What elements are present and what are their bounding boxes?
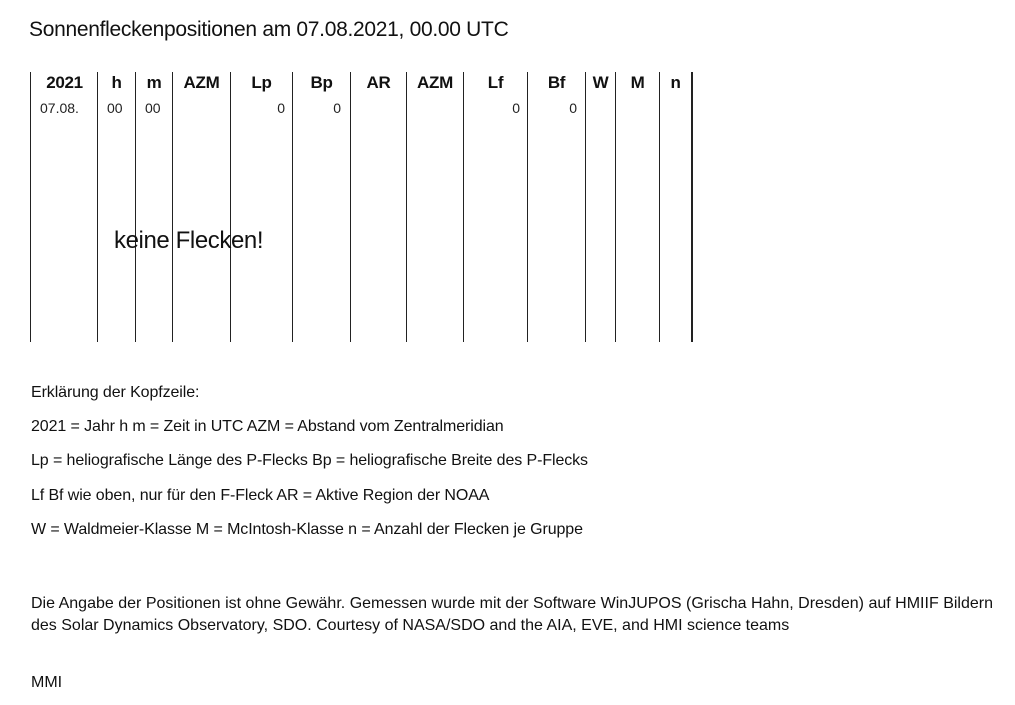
page-title: Sonnenfleckenpositionen am 07.08.2021, 00.00 UTC xyxy=(29,18,509,41)
explanation-line: 2021 = Jahr h m = Zeit in UTC AZM = Abstand vom Zentralmeridian xyxy=(31,418,504,435)
column-divider xyxy=(659,72,660,342)
column-divider xyxy=(172,72,173,342)
cell-hour: 00 xyxy=(107,100,123,116)
header-hour: h xyxy=(111,73,122,92)
cell-lf: 0 xyxy=(512,100,520,116)
header-azm-f: AZM xyxy=(417,73,453,92)
explanation-line: Lp = heliografische Länge des P-Flecks Bp = heliografische Breite des P-Flecks xyxy=(31,452,588,469)
cell-date: 07.08. xyxy=(40,100,79,116)
column-divider xyxy=(97,72,98,342)
signature: MMI xyxy=(31,674,63,691)
cell-minute: 00 xyxy=(145,100,161,116)
cell-bf: 0 xyxy=(569,100,577,116)
explanation-heading: Erklärung der Kopfzeile: xyxy=(31,384,200,401)
header-bf: Bf xyxy=(547,73,566,92)
column-divider xyxy=(350,72,351,342)
header-w: W xyxy=(592,73,609,92)
column-divider xyxy=(406,72,407,342)
column-divider xyxy=(691,72,693,342)
header-azm-p: AZM xyxy=(183,73,220,92)
cell-bp: 0 xyxy=(333,100,341,116)
header-minute: m xyxy=(146,73,162,92)
column-divider xyxy=(30,72,31,342)
explanation-line: W = Waldmeier-Klasse M = McIntosh-Klasse n = Anzahl der Flecken je Gruppe xyxy=(31,521,583,538)
header-lp: Lp xyxy=(251,73,272,92)
sunspot-table xyxy=(0,0,720,360)
explanation-line: Lf Bf wie oben, nur für den F-Fleck AR = Aktive Region der NOAA xyxy=(31,487,490,504)
header-m: M xyxy=(630,73,645,92)
cell-lp: 0 xyxy=(277,100,285,116)
column-divider xyxy=(585,72,586,342)
header-ar: AR xyxy=(366,73,391,92)
header-lf: Lf xyxy=(487,73,504,92)
disclaimer-paragraph: Die Angabe der Positionen ist ohne Gewähr. Gemessen wurde mit der Software WinJUPOS (Grischa Hahn, Dresden) auf HMIIF Bildern des Solar Dynamics Observatory, SDO. Courtesy of NASA/SDO and the AIA, EVE, and HMI science teams xyxy=(31,595,993,634)
column-divider xyxy=(615,72,616,342)
no-spots-note: keine Flecken! xyxy=(114,227,264,254)
column-divider xyxy=(135,72,136,342)
header-n: n xyxy=(670,73,681,92)
header-bp: Bp xyxy=(310,73,333,92)
header-year: 2021 xyxy=(46,73,83,92)
